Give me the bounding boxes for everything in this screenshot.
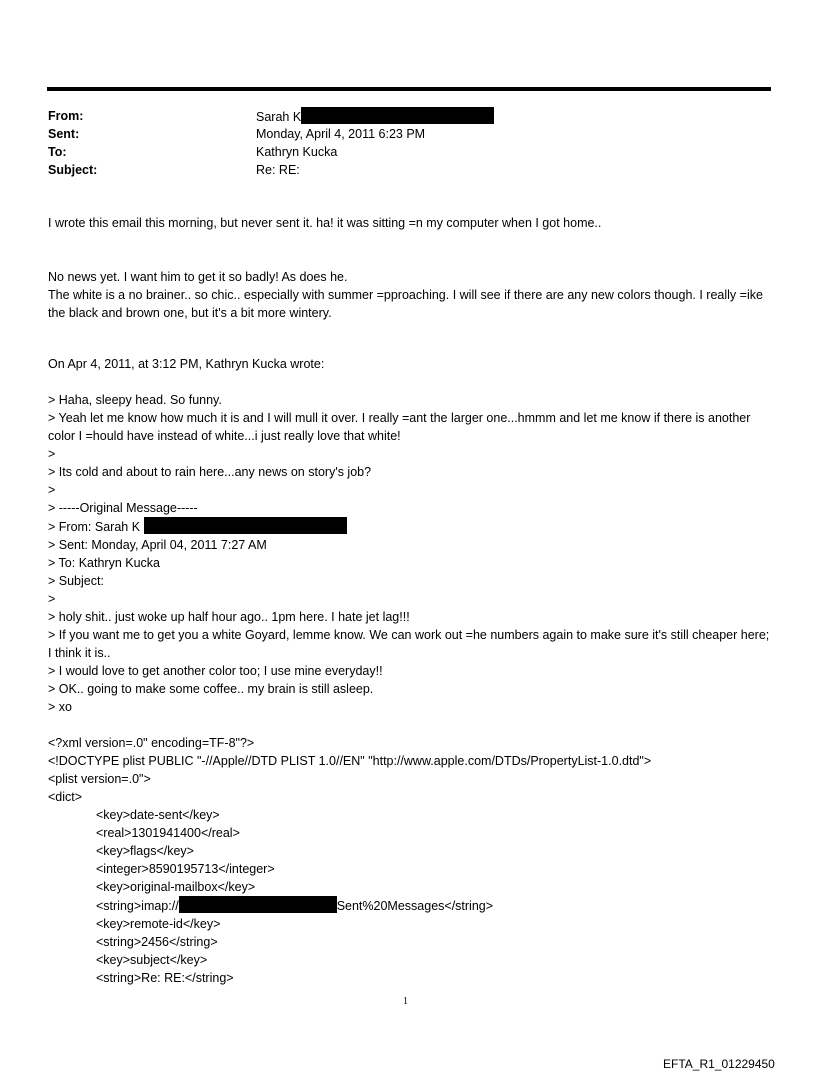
redaction-bar [179, 896, 337, 913]
xml-line: <key>flags</key> [96, 844, 194, 858]
redaction-bar [144, 517, 347, 534]
quoted-line: > Its cold and about to rain here...any news on story's job? [48, 465, 372, 479]
xml-line: <!DOCTYPE plist PUBLIC "-//Apple//DTD PLIST 1.0//EN" "http://www.apple.com/DTDs/PropertyList-1.0.dtd"> [48, 754, 652, 768]
xml-line: <key>subject</key> [96, 953, 208, 967]
from-name: Sarah K [256, 110, 302, 124]
page-number: 1 [403, 996, 408, 1007]
quoted-line: > [48, 592, 56, 606]
sent-value: Monday, April 4, 2011 6:23 PM [256, 127, 426, 141]
from-label: From: [48, 109, 84, 123]
xml-line: <real>1301941400</real> [96, 826, 240, 840]
xml-line: <plist version=.0"> [48, 772, 151, 786]
quoted-line: > Sent: Monday, April 04, 2011 7:27 AM [48, 538, 267, 552]
xml-imap-prefix: <string>imap:// [96, 899, 179, 913]
quoted-line: > If you want me to get you a white Goyard, lemme know. We can work out =he numbers again to make sure it's still cheaper here; I think it is.. [48, 628, 770, 660]
xml-imap-suffix: Sent%20Messages</string> [336, 899, 494, 913]
xml-line: <key>remote-id</key> [96, 917, 221, 931]
quoted-line [48, 517, 776, 536]
xml-line [48, 896, 776, 915]
quoted-line: > xo [48, 700, 72, 714]
body-paragraph: No news yet. I want him to get it so badly! As does he. [48, 270, 348, 284]
quoted-from: > From: Sarah K [48, 520, 141, 534]
subject-label: Subject: [48, 163, 98, 177]
to-label: To: [48, 145, 67, 159]
from-value [256, 107, 494, 126]
quoted-line: > Haha, sleepy head. So funny. [48, 393, 222, 407]
quoted-line: > OK.. going to make some coffee.. my brain is still asleep. [48, 682, 374, 696]
subject-value: Re: RE: [256, 163, 300, 177]
quoted-line: > Yeah let me know how much it is and I will mull it over. I really =ant the larger one...hmmm and let me know if there is another color I =hould have instead of white...i just really love that white! [48, 411, 751, 443]
xml-line: <string>Re: RE:</string> [96, 971, 234, 985]
quoted-line: > I would love to get another color too; I use mine everyday!! [48, 664, 383, 678]
xml-line: <dict> [48, 790, 83, 804]
quoted-line: > To: Kathryn Kucka [48, 556, 160, 570]
redaction-bar [301, 107, 494, 124]
email-body [48, 214, 776, 987]
bates-number: EFTA_R1_01229450 [663, 1057, 775, 1071]
sent-label: Sent: [48, 127, 80, 141]
body-paragraph: The white is a no brainer.. so chic.. especially with summer =pproaching. I will see if there are any new colors though. I really =ike the black and brown one, but it's a bit more wintery. [48, 288, 763, 320]
quoted-line: > [48, 483, 56, 497]
quoted-line: > Subject: [48, 574, 104, 588]
body-paragraph: I wrote this email this morning, but never sent it. ha! it was sitting =n my computer when I got home.. [48, 216, 602, 230]
quoted-line: > -----Original Message----- [48, 501, 198, 515]
xml-line: <key>date-sent</key> [96, 808, 220, 822]
quote-intro: On Apr 4, 2011, at 3:12 PM, Kathryn Kucka wrote: [48, 357, 325, 371]
xml-line: <?xml version=.0" encoding=TF-8"?> [48, 736, 255, 750]
quoted-line: > holy shit.. just woke up half hour ago.. 1pm here. I hate jet lag!!! [48, 610, 410, 624]
xml-line: <string>2456</string> [96, 935, 218, 949]
to-value: Kathryn Kucka [256, 145, 338, 159]
xml-line: <integer>8590195713</integer> [96, 862, 275, 876]
xml-line: <key>original-mailbox</key> [96, 880, 256, 894]
quoted-line: > [48, 447, 56, 461]
header-rule [47, 87, 771, 91]
